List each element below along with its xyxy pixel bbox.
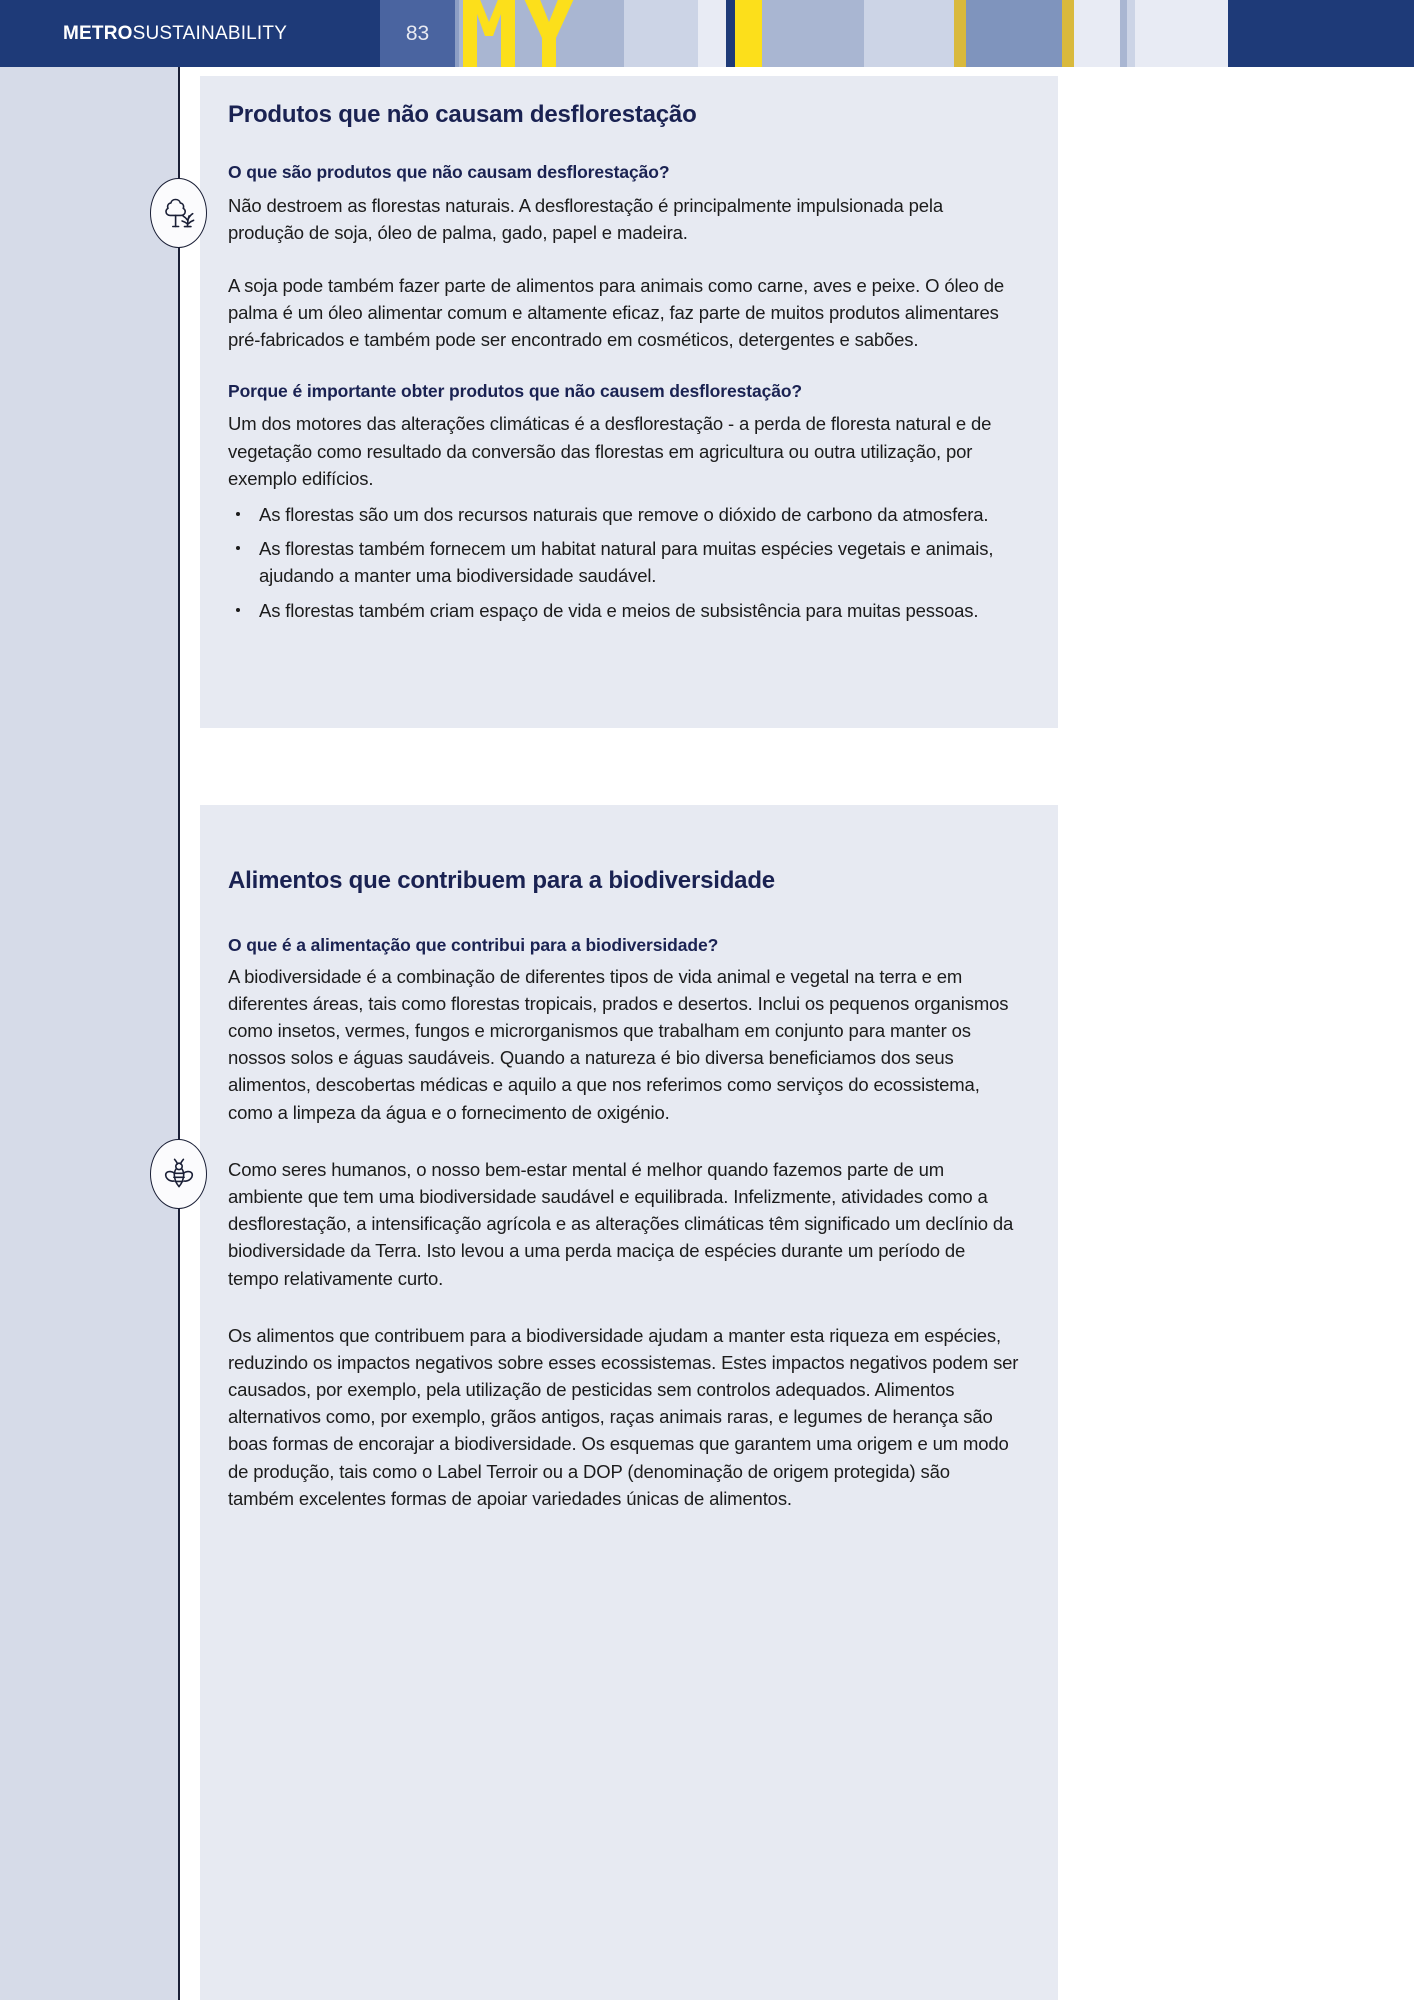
list-item: As florestas são um dos recursos naturais que remove o dióxido de carbono da atmosfera. [228,501,1020,528]
subheading-what-is-biodiversity-food: O que é a alimentação que contribui para a biodiversidade? [228,934,719,955]
subheading-why-important: Porque é importante obter produtos que não causem desflorestação? [228,380,803,401]
bullet-list-forests [228,501,1020,624]
bee-icon [150,1139,207,1209]
paragraph-biodiversity-1: A biodiversidade é a combinação de diferentes tipos de vida animal e vegetal na terra e em diferentes áreas, tais como florestas tropicais, prados e desertos. Inclui os pequenos organismos como insetos, vermes, fungos e microrganismos que trabalham em conjunto para manter os nossos solos e águas saudáveis. Quando a natureza é bio diversa beneficiamos dos seus alimentos, descobertas médicas e aquilo a que nos referimos como serviços do ecossistema, como a limpeza da água e o fornecimento de oxigénio. [228,965,1009,1123]
page-number: 83 [405,21,430,45]
list-item: As florestas também fornecem um habitat natural para muitas espécies vegetais e animais, ajudando a manter uma biodiversidade saudável. [228,535,1020,589]
timeline-vertical-line [178,67,180,2000]
page-title-biodiversity: Alimentos que contribuem para a biodiversidade [228,867,775,894]
left-margin-band [0,67,179,2000]
page-title-deforestation: Produtos que não causam desflorestação [228,101,697,128]
brand-metro-text: METRO [63,22,133,44]
list-item: As florestas também criam espaço de vida e meios de subsistência para muitas pessoas. [228,597,1020,624]
subheading-what-are-deforestation-free-products: O que são produtos que não causam desflorestação? [228,161,670,182]
paragraph-deforestation-3: Um dos motores das alterações climáticas é a desflorestação - a perda de floresta natural e de vegetação como resultado da conversão das florestas em agricultura ou outra utilização, por exemplo edifícios. [228,413,992,489]
paragraph-biodiversity-2: Como seres humanos, o nosso bem-estar mental é melhor quando fazemos parte de um ambiente que tem uma biodiversidade saudável e equilibrada. Infelizmente, atividades como a desflorestação, a intensificação agrícola e as alterações climáticas têm significado um declínio da biodiversidade da Terra. Isto levou a uma perda maciça de espécies durante um período de tempo relativamente curto. [228,1158,1014,1289]
brand-sustainability-text: SUSTAINABILITY [132,22,288,44]
forest-tree-icon [150,178,207,248]
my-logo-icon [459,0,577,67]
section-panel-deforestation [200,76,1058,728]
page-body [0,67,1414,2000]
paragraph-biodiversity-3: Os alimentos que contribuem para a biodiversidade ajudam a manter esta riqueza em espécies, reduzindo os impactos negativos sobre esses ecossistemas. Estes impactos negativos podem ser causados, por exemplo, pela utilização de pesticidas sem controlos adequados. Alimentos alternativos como, por exemplo, grãos antigos, raças animais raras, e legumes de herança são boas formas de encorajar a biodiversidade. Os esquemas que garantem uma origem e um modo de produção, tais como o Label Terroir ou a DOP (denominação de origem protegida) são também excelentes formas de apoiar variedades únicas de alimentos. [228,1324,1019,1509]
paragraph-deforestation-2: A soja pode também fazer parte de alimentos para animais como carne, aves e peixe. O óleo de palma é um óleo alimentar comum e altamente eficaz, faz parte de muitos produtos alimentares pré-fabricados e também pode ser encontrado em cosméticos, detergentes e sabões. [228,275,1004,351]
paragraph-deforestation-1: Não destroem as florestas naturais. A desflorestação é principalmente impulsionada pela produção de soja, óleo de palma, gado, papel e madeira. [228,194,944,243]
brand-logo [63,0,287,67]
page-header [0,0,1414,67]
section-panel-biodiversity [200,805,1058,2000]
